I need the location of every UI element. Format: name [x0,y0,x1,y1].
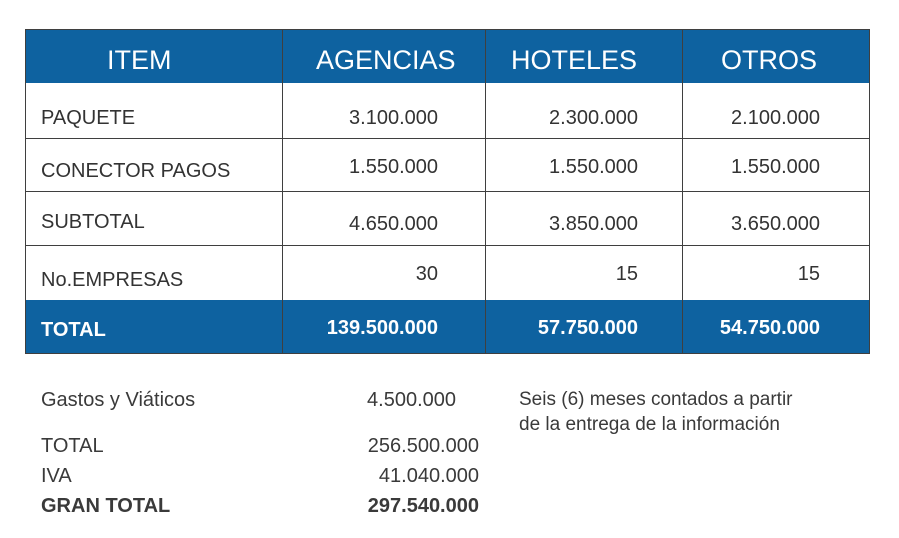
header-item: ITEM [107,45,172,75]
row-hoteles: 1.550.000 [549,156,638,178]
summary-total-label: TOTAL [41,435,104,457]
header-agencias: AGENCIAS [316,45,456,75]
row-item: No.EMPRESAS [41,269,184,291]
row-item: CONECTOR PAGOS [41,160,231,182]
row-item: PAQUETE [41,107,136,129]
row-agencias: 4.650.000 [349,213,438,235]
gastos-label: Gastos y Viáticos [41,389,196,411]
gran-total-value: 297.540.000 [367,495,479,517]
total-otros: 54.750.000 [719,317,820,339]
table-header-row [25,29,870,83]
header-hoteles: HOTELES [511,45,638,75]
summary-total-value: 256.500.000 [367,435,479,457]
row-item: SUBTOTAL [41,211,145,233]
row-otros: 15 [797,263,820,285]
gastos-value: 4.500.000 [367,389,456,411]
row-agencias: 1.550.000 [349,156,438,178]
total-agencias: 139.500.000 [326,317,438,339]
delivery-note [519,387,879,437]
pricing-table [25,29,870,354]
iva-label: IVA [41,465,72,487]
row-divider [25,245,870,246]
iva-value: 41.040.000 [378,465,479,487]
table-total-row [25,300,870,354]
row-divider [25,191,870,192]
gran-total-label: GRAN TOTAL [41,495,171,517]
total-hoteles: 57.750.000 [537,317,638,339]
row-agencias: 3.100.000 [349,107,438,129]
row-hoteles: 15 [615,263,638,285]
table-row [25,191,870,245]
note-line-1: Seis (6) meses contados a partir [519,389,793,410]
total-label: TOTAL [41,319,106,341]
row-hoteles: 2.300.000 [549,107,638,129]
table-row [25,138,870,191]
row-otros: 1.550.000 [731,156,820,178]
row-otros: 3.650.000 [731,213,820,235]
header-otros: OTROS [721,45,818,75]
row-divider [25,138,870,139]
note-line-2: de la entrega de la información [519,414,780,435]
table-row [25,83,870,138]
row-agencias: 30 [415,263,438,285]
row-hoteles: 3.850.000 [549,213,638,235]
table-row [25,245,870,300]
row-otros: 2.100.000 [731,107,820,129]
